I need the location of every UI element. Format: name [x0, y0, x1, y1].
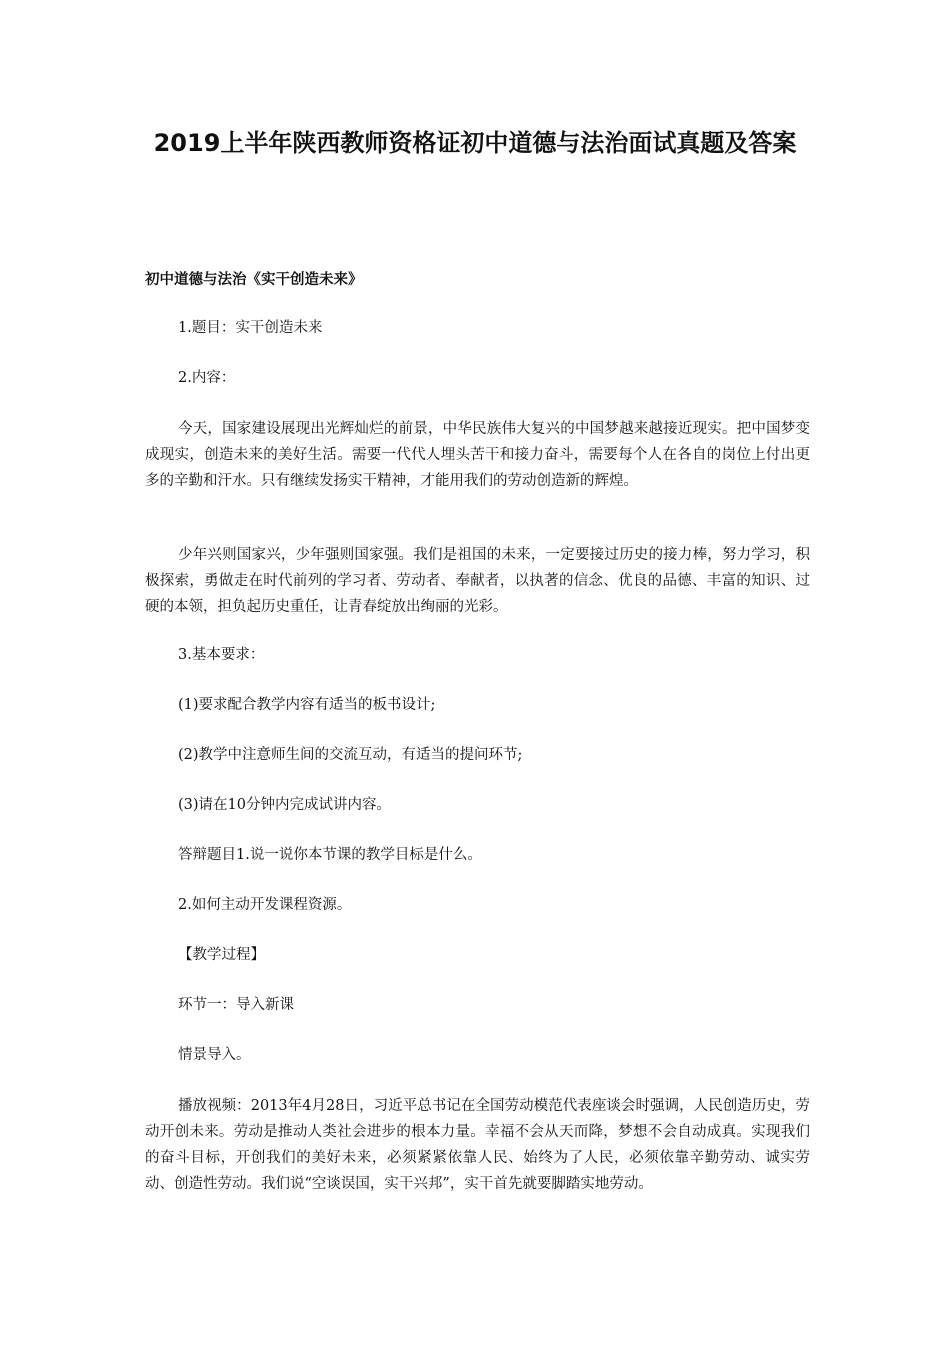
defense-question-1: 答辩题目1.说一说你本节课的教学目标是什么。 — [178, 847, 482, 863]
requirement-3: (3)请在10分钟内完成试讲内容。 — [178, 797, 391, 813]
item-requirements: 3.基本要求： — [178, 647, 265, 663]
requirement-1: (1)要求配合教学内容有适当的板书设计; — [178, 697, 436, 713]
lesson-subtitle: 初中道德与法治《实干创造未来》 — [145, 272, 363, 288]
item-topic: 1.题目：实干创造未来 — [178, 320, 323, 336]
content-paragraph-2: 少年兴则国家兴，少年强则国家强。我们是祖国的未来，一定要接过历史的接力棒，努力学习，积极探索，勇做走在时代前列的学习者、劳动者、奉献者，以执著的信念、优良的品德、丰富的知识、过硬的本领，担负起历史重任，让青春绽放出绚丽的光彩。 — [145, 547, 810, 615]
scene-intro: 情景导入。 — [178, 1047, 251, 1063]
step-1-heading: 环节一：导入新课 — [178, 997, 294, 1013]
content-paragraph-1: 今天，国家建设展现出光辉灿烂的前景，中华民族伟大复兴的中国梦越来越接近现实。把中国梦变成现实，创造未来的美好生活。需要一代代人埋头苦干和接力奋斗，需要每个人在各自的岗位上付出更多的辛勤和汗水。只有继续发扬实干精神，才能用我们的劳动创造新的辉煌。 — [145, 421, 810, 489]
process-heading: 【教学过程】 — [178, 947, 265, 963]
defense-question-2: 2.如何主动开发课程资源。 — [178, 897, 352, 913]
item-content: 2.内容： — [178, 370, 236, 386]
requirement-2: (2)教学中注意师生间的交流互动，有适当的提问环节; — [178, 747, 523, 763]
video-paragraph: 播放视频：2013年4月28日，习近平总书记在全国劳动模范代表座谈会时强调，人民创造历史，劳动开创未来。劳动是推动人类社会进步的根本力量。幸福不会从天而降，梦想不会自动成真。实现我们的奋斗目标，开创我们的美好未来，必须紧紧依靠人民、始终为了人民，必须依靠辛勤劳动、诚实劳动、创造性劳动。我们说“空谈误国，实干兴邦”，实干首先就要脚踏实地劳动。 — [145, 1098, 810, 1192]
document-title: 2019上半年陕西教师资格证初中道德与法治面试真题及答案 — [153, 129, 797, 157]
